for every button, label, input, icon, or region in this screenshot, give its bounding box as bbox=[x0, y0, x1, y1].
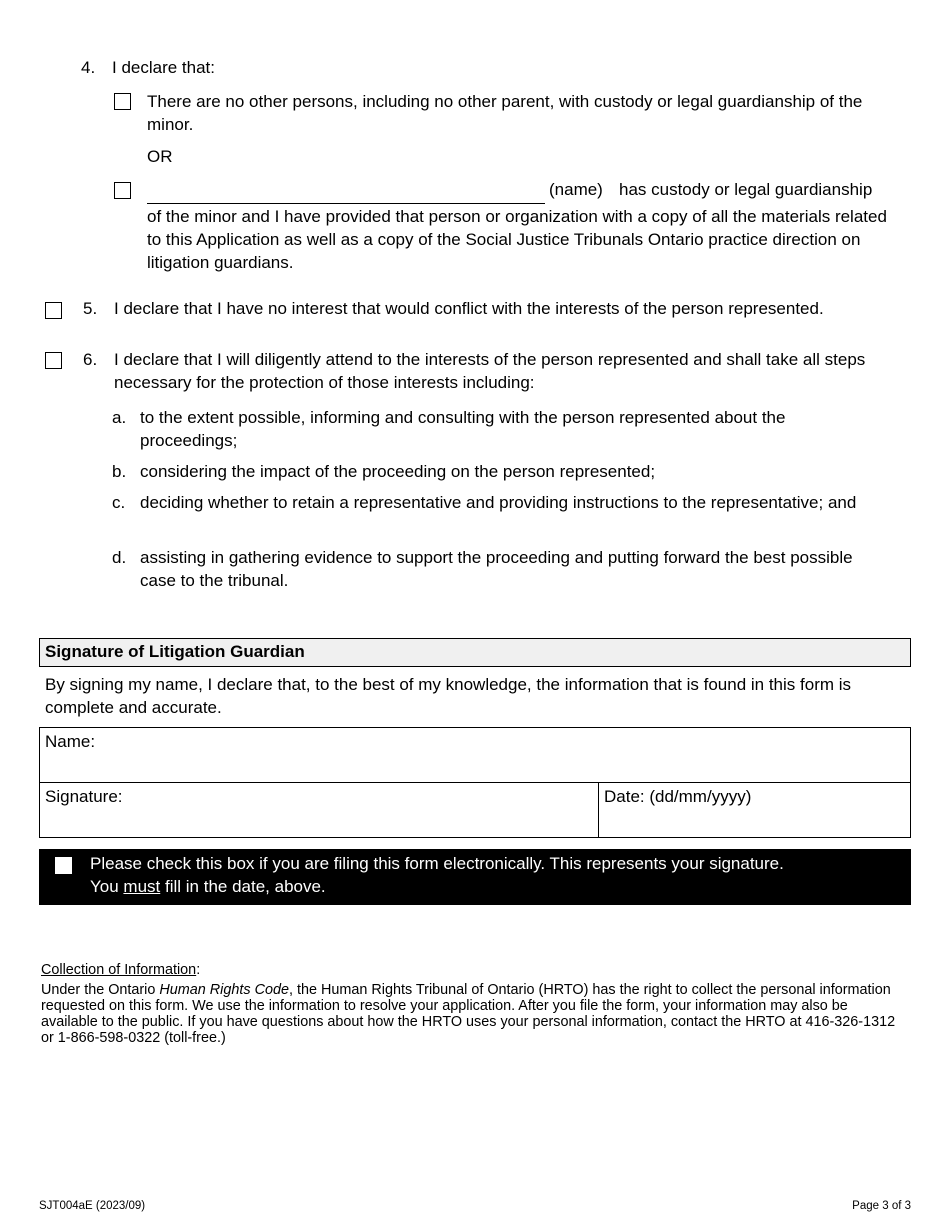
q4-number: 4. bbox=[81, 58, 96, 77]
name-label: Name: bbox=[45, 732, 96, 751]
collection-pre: Under the Ontario bbox=[41, 982, 160, 998]
signature-heading: Signature of Litigation Guardian bbox=[39, 638, 911, 667]
q4-option1-checkbox[interactable] bbox=[114, 93, 131, 110]
q6-item-b-text: considering the impact of the proceeding on the person represented; bbox=[140, 462, 656, 481]
electronic-filing-line2 bbox=[90, 875, 326, 898]
q4-option2-line1: has custody or legal guardianship bbox=[619, 180, 873, 199]
q4-option2-rest: of the minor and I have provided that person or organization with a copy of all the materials related to this Application as well as a copy of the Social Justice Tribunals Ontario practice direction on litigation guardians. bbox=[147, 207, 887, 272]
q4-option2-checkbox[interactable] bbox=[114, 182, 131, 199]
collection-title bbox=[41, 962, 200, 978]
collection-title-text: Collection of Information bbox=[41, 962, 197, 978]
q6-number: 6. bbox=[83, 350, 98, 369]
q6-item-c-text: deciding whether to retain a representative and providing instructions to the representative; and bbox=[140, 493, 857, 512]
signature-field[interactable] bbox=[39, 782, 599, 838]
q5-number: 5. bbox=[83, 299, 98, 318]
collection-paragraph bbox=[41, 982, 906, 1046]
q6-checkbox[interactable] bbox=[45, 352, 62, 369]
must-emphasis: must bbox=[123, 877, 161, 896]
electronic-filing-bar bbox=[39, 849, 911, 905]
electronic-filing-line2-post: fill in the date, above. bbox=[160, 877, 326, 896]
q6-text: I declare that I will diligently attend to the interests of the person represented and shall take all steps necessary for the protection of those interests including: bbox=[114, 350, 866, 392]
date-label: Date: (dd/mm/yyyy) bbox=[604, 787, 752, 806]
electronic-filing-line2-pre: You bbox=[90, 877, 124, 896]
q4-name-hint: (name) bbox=[549, 180, 603, 199]
q5-text: I declare that I have no interest that would conflict with the interests of the person represented. bbox=[114, 299, 824, 318]
collection-title-colon: : bbox=[196, 962, 201, 978]
electronic-filing-checkbox[interactable] bbox=[55, 857, 72, 874]
q5-checkbox[interactable] bbox=[45, 302, 62, 319]
q6-item-a-text: to the extent possible, informing and consulting with the person represented about the proceedings; bbox=[140, 408, 786, 450]
signature-label: Signature: bbox=[45, 787, 123, 806]
electronic-filing-line1: Please check this box if you are filing this form electronically. This represents your signature. bbox=[90, 854, 784, 873]
form-id: SJT004aE (2023/09) bbox=[39, 1200, 146, 1212]
q4-option1-text: There are no other persons, including no other parent, with custody or legal guardianship of the minor. bbox=[147, 92, 863, 134]
human-rights-code: Human Rights Code bbox=[159, 982, 289, 998]
signature-declaration: By signing my name, I declare that, to the best of my knowledge, the information that is found in this form is complete and accurate. bbox=[45, 675, 852, 717]
q4-name-input-line[interactable] bbox=[147, 203, 545, 204]
collection-post: , the Human Rights Tribunal of Ontario (HRTO) has the right to collect the personal information requested on this form. We use the information to resolve your application. After you file the form, your information may also be available to the public. If you have questions about how the HRTO uses your personal information, contact the HRTO at 416-326-1312 or 1-866-598-0322 (toll-free.) bbox=[41, 982, 896, 1046]
q6-item-d-letter: d. bbox=[112, 548, 127, 567]
name-field[interactable] bbox=[39, 727, 911, 783]
q6-item-b-letter: b. bbox=[112, 462, 127, 481]
date-field[interactable] bbox=[598, 782, 911, 838]
page-number: Page 3 of 3 bbox=[852, 1200, 911, 1212]
q4-label: I declare that: bbox=[112, 58, 216, 77]
q6-item-c-letter: c. bbox=[112, 493, 126, 512]
q6-item-d-text: assisting in gathering evidence to support the proceeding and putting forward the best possible case to the tribunal. bbox=[140, 548, 853, 590]
q6-item-a-letter: a. bbox=[112, 408, 127, 427]
q4-or-text: OR bbox=[147, 147, 173, 166]
